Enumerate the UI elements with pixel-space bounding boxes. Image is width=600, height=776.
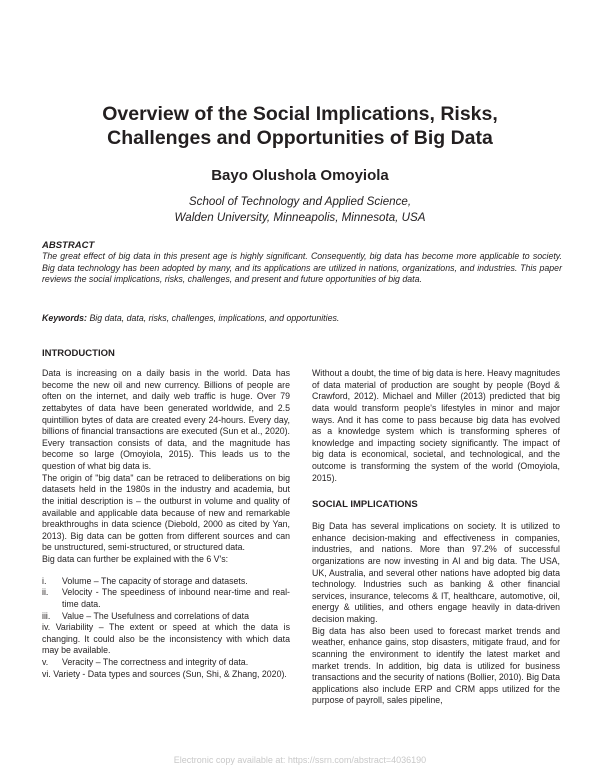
paper-title bbox=[60, 102, 540, 150]
affiliation-line-1: School of Technology and Applied Science, bbox=[188, 195, 412, 208]
author-name: Bayo Olushola Omoyiola bbox=[211, 167, 389, 184]
keywords-label: Keywords: bbox=[42, 313, 87, 323]
social-paragraph-1: Big Data has several implications on society. It is utilized to enhance decision-making and effectiveness in companies, industries, and nations. More than 97.2% of successful organizations are now investing in AI and big data. The USA, UK, Australia, and several other nations have adopted big data technology. Industries such as banking & other financial services, insurance, telecoms & IT, healthcare, automotive, oil, energy & utilities, and others engage heavily in data-driven decision making. bbox=[312, 521, 560, 624]
list-item: i. Volume – The capacity of storage and datasets. bbox=[42, 575, 248, 586]
list-item: iv. Variability – The extent or speed at which the data is changing. It could also be the inconsistency with which data may be available. bbox=[42, 622, 290, 656]
intro-right-paragraph: Without a doubt, the time of big data is here. Heavy magnitudes of data material of production are sought by people (Boyd & Crawford, 2012). Michael and Miller (2013) predicted that big data would transform people's lifestyles in minor and major ways. And it has come to pass because big data has evolved as a knowledge system which is transforming spheres of knowledge and impacting society significantly. The impact of big data is economical, societal, and technological, and the outcome is transforming the system of the world (Omoyiola, 2015). bbox=[312, 368, 560, 483]
list-item: iii. Value – The Usefulness and correlations of data bbox=[42, 610, 249, 621]
right-column-bottom bbox=[312, 521, 560, 707]
list-item: vi. Variety - Data types and sources (Sun, Shi, & Zhang, 2020). bbox=[42, 668, 287, 679]
intro-paragraph-2: The origin of "big data" can be retraced to deliberations on big datasets held in the 1980s in the industry and academia, but the initial description is – the outburst in volume and quality of available and applicable data because of new and remarkable breakthroughs in data science (Diebold, 2000 as cited by Yan, 2013). Big data can be gotten from different sources and can be unstructured, semi-structured, or structured data. bbox=[42, 472, 290, 553]
introduction-heading: INTRODUCTION bbox=[42, 348, 115, 359]
left-column bbox=[42, 368, 290, 680]
affiliation bbox=[60, 194, 540, 225]
list-item: ii. Velocity - The speediness of inbound near-time and real-time data. bbox=[42, 587, 290, 609]
intro-paragraph-1: Data is increasing on a daily basis in the world. Data has become the new oil and new currency. Billions of people are often on the internet, and daily web traffic is huge. Over 79 zettabytes of data have been generated worldwide, and 2.5 quintillion bytes of data are created every 24-hours. Every day, billions of financial transactions are executed (Sun et al., 2020). Every transaction consists of data, and the magnitude has become so large (Omoyiola, 2015). This leads us to the question of what big data is. bbox=[42, 368, 290, 471]
abstract-text: The great effect of big data in this present age is highly significant. Consequently, big data has become more applicable to society. Big data technology has been adopted by many, and its applications are utilized in nations, organizations, and industries. This paper reviews the social implications, risks, challenges, and present and future opportunities of big data. bbox=[42, 251, 562, 285]
keywords-text: Big data, data, risks, challenges, implications, and opportunities. bbox=[89, 313, 340, 323]
social-paragraph-2: Big data has also been used to forecast market trends and weather, enhance gains, stop disasters, mitigate fraud, and for scanning the environment to identify the latest market and market trends. In addition, big data is utilized for business transactions and the security of nations (Bollier, 2010). Big Data applications also include ERP and CRM apps utilized for the purpose of payroll, sales pipeline, bbox=[312, 625, 560, 706]
title-line-2: Challenges and Opportunities of Big Data bbox=[107, 127, 493, 149]
abstract-heading: ABSTRACT bbox=[42, 240, 95, 251]
list-item: v. Veracity – The correctness and integrity of data. bbox=[42, 657, 249, 667]
title-line-1: Overview of the Social Implications, Risks, bbox=[102, 103, 498, 125]
affiliation-line-2: Walden University, Minneapolis, Minnesota, USA bbox=[174, 210, 426, 224]
social-implications-heading: SOCIAL IMPLICATIONS bbox=[312, 499, 418, 510]
intro-paragraph-3: Big data can further be explained with the 6 V's: bbox=[42, 554, 229, 564]
ssrn-footer: Electronic copy available at: https://ssrn.com/abstract=4036190 bbox=[173, 755, 427, 765]
six-vs-list bbox=[42, 576, 290, 681]
keywords bbox=[42, 313, 562, 323]
right-column-top bbox=[312, 368, 560, 484]
